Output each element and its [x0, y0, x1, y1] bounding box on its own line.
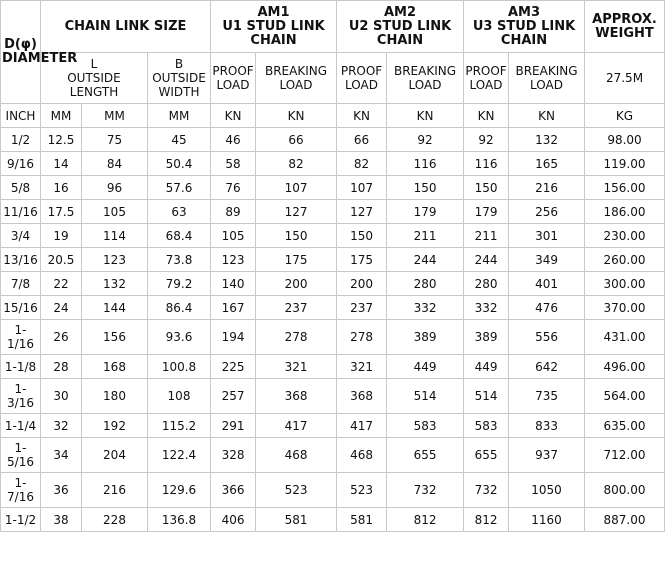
inch-cell: 15/16 — [1, 296, 41, 320]
am3-proof-load-header: PROOF LOAD — [464, 53, 509, 104]
table-cell: 45 — [148, 128, 211, 152]
table-cell: 655 — [387, 438, 464, 473]
inch-cell: 13/16 — [1, 248, 41, 272]
table-cell: 93.6 — [148, 320, 211, 355]
table-cell: 86.4 — [148, 296, 211, 320]
table-cell: 291 — [211, 414, 256, 438]
am2-proof-load-header: PROOF LOAD — [337, 53, 387, 104]
am1-breaking-load-header: BREAKING LOAD — [256, 53, 337, 104]
table-cell: 800.00 — [585, 473, 665, 508]
table-cell: 635.00 — [585, 414, 665, 438]
table-cell: 368 — [337, 379, 387, 414]
table-cell: 57.6 — [148, 176, 211, 200]
table-cell: 556 — [509, 320, 585, 355]
table-cell: 237 — [256, 296, 337, 320]
table-cell: 38 — [41, 508, 82, 532]
table-cell: 389 — [387, 320, 464, 355]
table-cell: 476 — [509, 296, 585, 320]
inch-cell: 1/2 — [1, 128, 41, 152]
unit-cell: MM — [82, 104, 148, 128]
table-row — [1, 128, 665, 152]
table-cell: 179 — [387, 200, 464, 224]
table-header — [1, 1, 665, 128]
table-cell: 216 — [82, 473, 148, 508]
table-cell: 66 — [256, 128, 337, 152]
table-cell: 368 — [256, 379, 337, 414]
table-cell: 14 — [41, 152, 82, 176]
table-cell: 431.00 — [585, 320, 665, 355]
table-cell: 168 — [82, 355, 148, 379]
table-cell: 833 — [509, 414, 585, 438]
unit-cell: KN — [387, 104, 464, 128]
table-cell: 812 — [387, 508, 464, 532]
header-row-2 — [1, 53, 665, 104]
inch-cell: 1- 5/16 — [1, 438, 41, 473]
table-cell: 150 — [464, 176, 509, 200]
table-cell: 115.2 — [148, 414, 211, 438]
table-cell: 156.00 — [585, 176, 665, 200]
table-cell: 280 — [464, 272, 509, 296]
table-cell: 20.5 — [41, 248, 82, 272]
table-cell: 76 — [211, 176, 256, 200]
table-cell: 228 — [82, 508, 148, 532]
table-cell: 122.4 — [148, 438, 211, 473]
units-row — [1, 104, 665, 128]
unit-cell: MM — [148, 104, 211, 128]
table-cell: 105 — [211, 224, 256, 248]
table-cell: 116 — [387, 152, 464, 176]
table-cell: 237 — [337, 296, 387, 320]
table-cell: 140 — [211, 272, 256, 296]
table-cell: 256 — [509, 200, 585, 224]
table-cell: 655 — [464, 438, 509, 473]
table-row — [1, 224, 665, 248]
table-cell: 449 — [464, 355, 509, 379]
table-cell: 581 — [337, 508, 387, 532]
table-row — [1, 200, 665, 224]
table-cell: 186.00 — [585, 200, 665, 224]
table-cell: 119.00 — [585, 152, 665, 176]
table-cell: 108 — [148, 379, 211, 414]
table-cell: 19 — [41, 224, 82, 248]
table-cell: 244 — [387, 248, 464, 272]
weight-length-header: 27.5M — [585, 53, 665, 104]
am3-breaking-load-header: BREAKING LOAD — [509, 53, 585, 104]
table-row — [1, 152, 665, 176]
table-cell: 328 — [211, 438, 256, 473]
inch-cell: 1-1/2 — [1, 508, 41, 532]
table-cell: 73.8 — [148, 248, 211, 272]
table-cell: 732 — [464, 473, 509, 508]
table-cell: 114 — [82, 224, 148, 248]
inch-cell: 5/8 — [1, 176, 41, 200]
table-cell: 887.00 — [585, 508, 665, 532]
table-cell: 216 — [509, 176, 585, 200]
inch-cell: 3/4 — [1, 224, 41, 248]
table-cell: 401 — [509, 272, 585, 296]
table-cell: 92 — [387, 128, 464, 152]
table-cell: 211 — [387, 224, 464, 248]
table-cell: 12.5 — [41, 128, 82, 152]
table-cell: 194 — [211, 320, 256, 355]
table-cell: 192 — [82, 414, 148, 438]
table-cell: 132 — [509, 128, 585, 152]
table-row — [1, 320, 665, 355]
table-cell: 30 — [41, 379, 82, 414]
table-cell: 167 — [211, 296, 256, 320]
table-row — [1, 176, 665, 200]
table-cell: 144 — [82, 296, 148, 320]
table-cell: 17.5 — [41, 200, 82, 224]
table-cell: 211 — [464, 224, 509, 248]
table-row — [1, 379, 665, 414]
table-cell: 937 — [509, 438, 585, 473]
table-cell: 225 — [211, 355, 256, 379]
table-cell: 100.8 — [148, 355, 211, 379]
am3-header: AM3 U3 STUD LINK CHAIN — [464, 1, 585, 53]
am2-breaking-load-header: BREAKING LOAD — [387, 53, 464, 104]
table-cell: 406 — [211, 508, 256, 532]
table-cell: 36 — [41, 473, 82, 508]
table-cell: 581 — [256, 508, 337, 532]
table-row — [1, 248, 665, 272]
table-row — [1, 473, 665, 508]
table-cell: 136.8 — [148, 508, 211, 532]
table-cell: 812 — [464, 508, 509, 532]
table-cell: 280 — [387, 272, 464, 296]
table-cell: 150 — [256, 224, 337, 248]
table-cell: 129.6 — [148, 473, 211, 508]
table-cell: 82 — [337, 152, 387, 176]
table-cell: 107 — [256, 176, 337, 200]
table-cell: 321 — [256, 355, 337, 379]
unit-cell: KN — [509, 104, 585, 128]
diameter-header: D(φ) DIAMETER — [1, 1, 41, 104]
table-cell: 82 — [256, 152, 337, 176]
table-cell: 496.00 — [585, 355, 665, 379]
table-cell: 583 — [464, 414, 509, 438]
table-cell: 127 — [256, 200, 337, 224]
length-header: L OUTSIDE LENGTH — [41, 53, 148, 104]
table-cell: 150 — [387, 176, 464, 200]
table-cell: 127 — [337, 200, 387, 224]
am2-header: AM2 U2 STUD LINK CHAIN — [337, 1, 464, 53]
table-row — [1, 272, 665, 296]
am1-proof-load-header: PROOF LOAD — [211, 53, 256, 104]
table-cell: 24 — [41, 296, 82, 320]
table-cell: 105 — [82, 200, 148, 224]
table-cell: 179 — [464, 200, 509, 224]
table-cell: 204 — [82, 438, 148, 473]
unit-cell: INCH — [1, 104, 41, 128]
table-cell: 417 — [337, 414, 387, 438]
table-cell: 735 — [509, 379, 585, 414]
width-header: B OUTSIDE WIDTH — [148, 53, 211, 104]
header-row-1 — [1, 1, 665, 53]
table-cell: 107 — [337, 176, 387, 200]
table-cell: 583 — [387, 414, 464, 438]
table-cell: 58 — [211, 152, 256, 176]
table-body — [1, 128, 665, 532]
unit-cell: KN — [337, 104, 387, 128]
table-cell: 244 — [464, 248, 509, 272]
table-cell: 278 — [337, 320, 387, 355]
table-cell: 32 — [41, 414, 82, 438]
table-cell: 123 — [82, 248, 148, 272]
table-cell: 712.00 — [585, 438, 665, 473]
unit-cell: KN — [256, 104, 337, 128]
unit-cell: KN — [464, 104, 509, 128]
table-cell: 230.00 — [585, 224, 665, 248]
table-cell: 523 — [256, 473, 337, 508]
table-cell: 321 — [337, 355, 387, 379]
table-cell: 514 — [387, 379, 464, 414]
inch-cell: 7/8 — [1, 272, 41, 296]
chain-link-size-header: CHAIN LINK SIZE — [41, 1, 211, 53]
table-cell: 514 — [464, 379, 509, 414]
table-cell: 300.00 — [585, 272, 665, 296]
table-cell: 98.00 — [585, 128, 665, 152]
table-cell: 417 — [256, 414, 337, 438]
table-cell: 370.00 — [585, 296, 665, 320]
table-cell: 1160 — [509, 508, 585, 532]
inch-cell: 9/16 — [1, 152, 41, 176]
table-cell: 200 — [337, 272, 387, 296]
table-cell: 66 — [337, 128, 387, 152]
table-cell: 349 — [509, 248, 585, 272]
table-cell: 180 — [82, 379, 148, 414]
table-cell: 278 — [256, 320, 337, 355]
unit-cell: MM — [41, 104, 82, 128]
table-cell: 389 — [464, 320, 509, 355]
table-cell: 366 — [211, 473, 256, 508]
table-row — [1, 438, 665, 473]
table-row — [1, 414, 665, 438]
inch-cell: 1-1/8 — [1, 355, 41, 379]
table-cell: 156 — [82, 320, 148, 355]
table-cell: 175 — [256, 248, 337, 272]
table-cell: 22 — [41, 272, 82, 296]
table-cell: 332 — [464, 296, 509, 320]
table-cell: 165 — [509, 152, 585, 176]
table-cell: 1050 — [509, 473, 585, 508]
table-cell: 16 — [41, 176, 82, 200]
table-cell: 84 — [82, 152, 148, 176]
table-cell: 332 — [387, 296, 464, 320]
table-cell: 468 — [337, 438, 387, 473]
table-cell: 150 — [337, 224, 387, 248]
table-cell: 257 — [211, 379, 256, 414]
table-cell: 92 — [464, 128, 509, 152]
am1-header: AM1 U1 STUD LINK CHAIN — [211, 1, 337, 53]
table-row — [1, 296, 665, 320]
inch-cell: 1- 7/16 — [1, 473, 41, 508]
table-cell: 301 — [509, 224, 585, 248]
table-cell: 89 — [211, 200, 256, 224]
unit-cell: KG — [585, 104, 665, 128]
inch-cell: 1-1/4 — [1, 414, 41, 438]
table-cell: 79.2 — [148, 272, 211, 296]
approx-weight-header: APPROX. WEIGHT — [585, 1, 665, 53]
table-cell: 26 — [41, 320, 82, 355]
table-cell: 732 — [387, 473, 464, 508]
table-cell: 200 — [256, 272, 337, 296]
table-cell: 132 — [82, 272, 148, 296]
inch-cell: 11/16 — [1, 200, 41, 224]
table-cell: 564.00 — [585, 379, 665, 414]
inch-cell: 1- 1/16 — [1, 320, 41, 355]
table-cell: 75 — [82, 128, 148, 152]
table-cell: 50.4 — [148, 152, 211, 176]
table-cell: 116 — [464, 152, 509, 176]
table-cell: 34 — [41, 438, 82, 473]
table-cell: 96 — [82, 176, 148, 200]
table-cell: 449 — [387, 355, 464, 379]
table-cell: 175 — [337, 248, 387, 272]
table-cell: 260.00 — [585, 248, 665, 272]
table-row — [1, 355, 665, 379]
table-cell: 523 — [337, 473, 387, 508]
table-cell: 468 — [256, 438, 337, 473]
table-row — [1, 508, 665, 532]
table-cell: 46 — [211, 128, 256, 152]
table-cell: 28 — [41, 355, 82, 379]
table-cell: 642 — [509, 355, 585, 379]
unit-cell: KN — [211, 104, 256, 128]
inch-cell: 1- 3/16 — [1, 379, 41, 414]
table-cell: 123 — [211, 248, 256, 272]
table-cell: 68.4 — [148, 224, 211, 248]
table-cell: 63 — [148, 200, 211, 224]
